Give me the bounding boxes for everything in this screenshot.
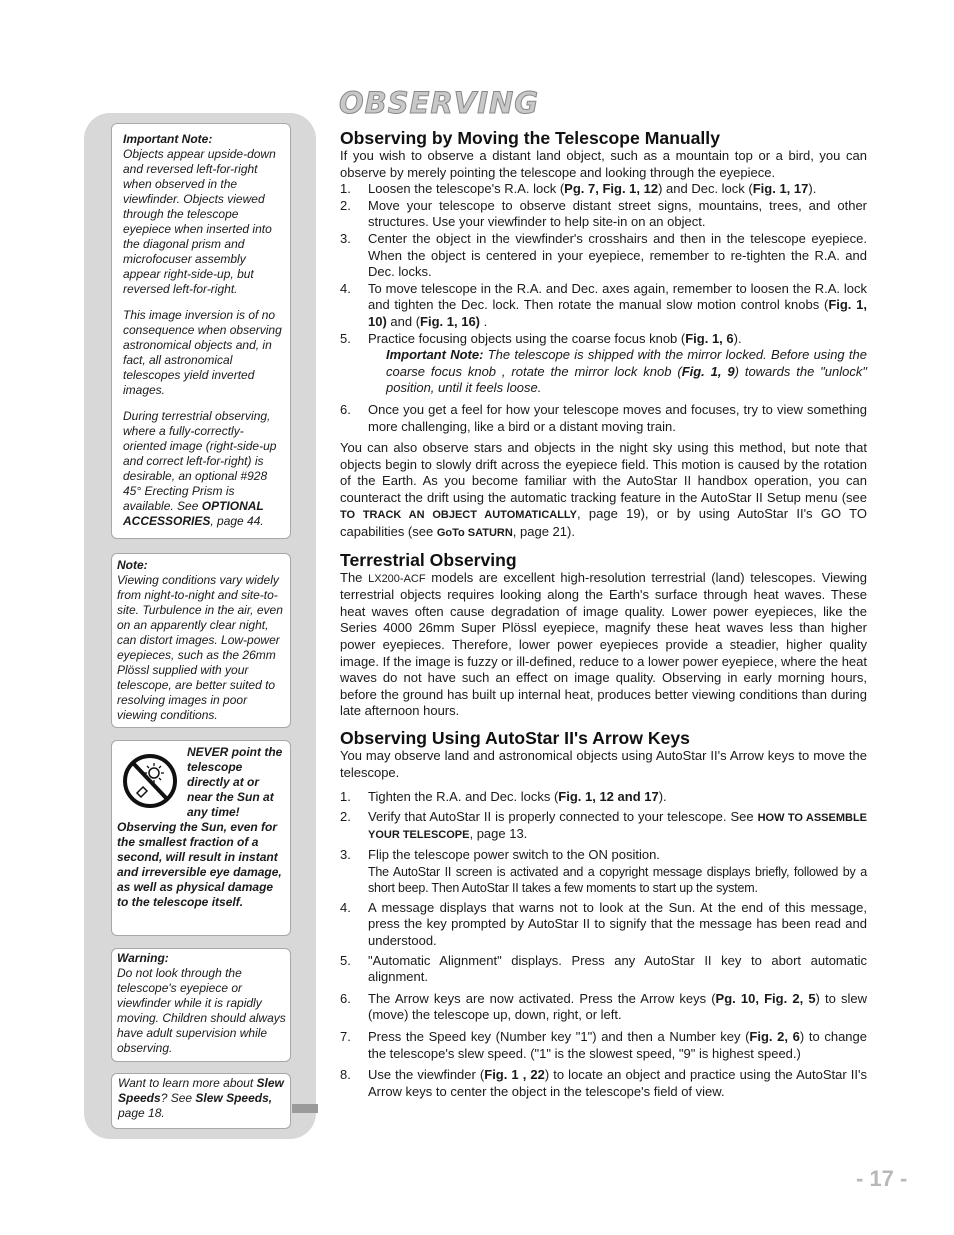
note-text: Objects appear upside-down and reversed left-for-right when observed in the viewfinder. Objects viewed through the telescope eyepiece when inserted into the diagonal prism and microfocuser assembly appear right-side-up, but reversed left-for-right. [123,147,276,296]
step-text: ). [808,181,817,197]
note-title: Important Note: [123,132,213,146]
paragraph-text: , page 21). [512,524,575,540]
figure-reference: Fig. 1, 9 [681,363,735,379]
model-name: LX200-ACF [368,572,426,585]
note-title: Note: [117,558,148,572]
figure-reference: Fig. 1, 10) [368,297,868,329]
main-content [340,128,867,1100]
step-text: To move telescope in the R.A. and Dec. axes again, remember to loosen the R.A. lock and tighten the Dec. lock. Then rotate the manual slow motion control knobs ( [368,280,867,313]
figure-reference: Fig. 1, 16) [420,313,481,329]
note-title: Warning: [117,951,169,965]
note-text: The telescope is shipped with the mirror locked. Before using the coarse focus knob , rotate the mirror lock knob ( [386,347,867,379]
slew-speeds-note-box [111,1073,291,1129]
step-detail: The AutoStar II screen is activated and a copyright message displays briefly, followed by a short beep. Then AutoStar II takes a few moments to start up the system. [368,864,867,896]
note-text: Do not look through the telescope's eyepiece or viewfinder while it is rapidly moving. Children should always have adult supervision while observing. [117,966,286,1055]
cross-reference: Slew Speeds [118,1076,284,1105]
paragraph: If you wish to observe a distant land object, such as a mountain top or a bird, you can observe by merely pointing the telescope and looking through the eyepiece. [340,148,867,180]
step-number: 8. [340,1067,351,1083]
step-text: The Arrow keys are now activated. Press the Arrow keys ( [368,990,716,1006]
list-item [340,198,867,231]
step-text: Use the viewfinder ( [368,1067,485,1083]
figure-reference: Pg. 7, Fig. 1, 12 [564,181,659,197]
step-number: 5. [340,952,351,968]
section-heading: Observing by Moving the Telescope Manually [340,128,720,148]
list-item [340,991,867,1024]
figure-reference: Fig. 2, 6 [749,1028,800,1044]
step-number: 5. [340,330,351,346]
note-text: This image inversion is of no consequence when observing astronomical objects and, in fact, all astronomical telescopes yield inverted images. [123,308,282,397]
list-item [340,1067,867,1100]
step-number: 2. [340,808,351,824]
step-text: Once you get a feel for how your telescope moves and focuses, try to view something more challenging, like a bird or a distant moving train. [368,401,867,434]
list-item [340,953,867,986]
figure-reference: Fig. 1, 6 [685,330,734,346]
list-item [340,331,867,397]
step-number: 6. [340,401,351,417]
step-text: Move your telescope to observe distant street signs, mountains, trees, and other structures. Use your viewfinder to help site-in on an object. [368,197,867,230]
list-item [340,809,867,844]
step-number: 1. [340,181,351,197]
paragraph-text: The [340,569,369,585]
step-number: 1. [340,789,351,805]
no-sun-warning-icon [121,751,179,811]
step-text: A message displays that warns not to look at the Sun. At the end of this message, press the key prompted by AutoStar II to signify that the message has been read and understood. [368,899,867,948]
step-text: Tighten the R.A. and Dec. locks ( [368,789,559,805]
list-item [340,231,867,281]
note-text: page 18. [118,1106,165,1120]
step-text: ). [733,330,742,346]
paragraph [340,570,867,720]
note-text: , page 44. [210,514,264,528]
figure-reference: Pg. 10, Fig. 2, 5 [715,990,816,1006]
note-text: ? See [160,1091,196,1105]
cross-reference: TO TRACK AN OBJECT AUTOMATICALLY [340,509,577,522]
page-number: - 17 - [856,1166,908,1191]
step-text: Press the Speed key (Number key "1") and then a Number key ( [368,1028,750,1044]
paragraph [340,440,867,542]
list-item [340,181,867,198]
viewing-conditions-note-box [111,553,291,728]
list-item [340,789,867,806]
step-number: 4. [340,899,351,915]
list-item [340,281,867,331]
step-text: ). [658,789,667,805]
paragraph-text: You can also observe stars and objects in the night sky using this method, but note that objects begin to slowly drift across the eyepiece field. This motion is caused by the rotation of the Earth. As you become familiar with the AutoStar II handbox operation, you can counteract the drift using the automatic tracking feature in the AutoStar II Setup menu (see [340,440,867,505]
important-note [368,347,867,397]
step-number: 7. [340,1028,351,1044]
step-text: ) to locate an object and practice using the AutoStar II's Arrow keys to center the object in the telescope's field of view. [368,1067,867,1099]
step-text: "Automatic Alignment" displays. Press any AutoStar II key to abort automatic alignment. [368,952,867,985]
step-text: . [480,313,488,329]
cross-reference: Slew Speeds, [195,1091,273,1105]
section-heading: Terrestrial Observing [340,549,517,570]
figure-reference: Fig. 1 , 22 [484,1067,545,1083]
note-text: ) towards the "unlock" position, until it feels loose. [386,363,867,396]
note-text: Viewing conditions vary widely from night-to-night and site-to-site. Turbulence in the air, even on an apparently clear night, can distort images. Low-power eyepieces, such as the 26mm Plössl supplied with your telescope, are better suited to resolving images in poor viewing conditions. [117,573,283,722]
list-item [340,1029,867,1062]
step-text: Verify that AutoStar II is properly connected to your telescope. See [368,808,758,824]
step-text: Center the object in the viewfinder's crosshairs and then in the telescope eyepiece. When the object is centered in your eyepiece, remember to re-tighten the R.A. and Dec. locks. [368,230,867,280]
step-number: 2. [340,197,351,213]
step-list [340,789,867,1100]
step-number: 4. [340,280,351,296]
step-number: 6. [340,990,351,1006]
paragraph-text: , page 19), or by using AutoStar II's GO TO capabilities (see [340,506,867,540]
figure-reference: Fig. 1, 12 and 17 [558,789,659,805]
step-text: ) to change the telescope's slew speed. ("1" is the slowest speed, "9" is highest speed.) [368,1028,867,1061]
list-item [340,900,867,950]
note-text: Want to learn more about [118,1076,257,1090]
note-text: During terrestrial observing, where a fully-correctly-oriented image (right-side-up and correct left-for-right) is desirable, an optional #928 45° Erecting Prism is available. See [123,409,277,513]
list-item [340,847,867,897]
sun-warning-box [111,740,291,936]
step-text: ) and Dec. lock ( [658,181,753,197]
step-text: Practice focusing objects using the coarse focus knob ( [368,330,686,346]
step-text: Loosen the telescope's R.A. lock ( [368,181,565,197]
step-list [340,181,867,435]
step-number: 3. [340,230,351,246]
paragraph: You may observe land and astronomical objects using AutoStar II's Arrow keys to move the telescope. [340,748,867,780]
step-text: and ( [386,313,421,329]
step-text: , page 13. [469,826,528,842]
warning-note-box [111,948,291,1062]
warning-text: NEVER point the telescope directly at or near the Sun at any time! Observing the Sun, even for the smallest fraction of a second, will result in instant and irreversible eye damage, as well as physical damage to the telescope itself. [117,745,283,909]
step-number: 3. [340,846,351,862]
cross-reference: OPTIONAL ACCESSORIES [123,499,264,528]
important-note-box [111,123,291,539]
cross-reference: HOW TO ASSEMBLE YOUR TELESCOPE [368,811,868,842]
page-title: OBSERVING [339,86,540,120]
figure-reference: Fig. 1, 17 [752,181,809,197]
list-item [340,402,867,435]
note-label: Important Note: [386,347,484,363]
step-text: ) to slew (move) the telescope up, down, right, or left. [368,990,867,1023]
section-heading: Observing Using AutoStar II's Arrow Keys [340,728,690,748]
cross-reference: GoTo SATURN [436,527,513,540]
sidebar-tab-marker [292,1104,318,1113]
step-text: Flip the telescope power switch to the ON position. [368,846,660,862]
paragraph-text: models are excellent high-resolution terrestrial (land) telescopes. Viewing terrestrial objects requires looking along the Earth's surface through heat waves. These heat waves often cause degradation of image quality. Lower power eyepieces, like the Series 4000 26mm Super Plössl eyepiece, magnify these heat waves less than higher power eyepieces. Therefore, lower power eyepieces provide a steadier, higher quality image. If the image is fuzzy or ill-defined, reduce to a lower power eyepiece, where the heat waves do not have such an effect on image quality. Observing in early morning hours, before the ground has built up internal heat, produces better viewing conditions than during late afternoon hours. [340,569,867,719]
